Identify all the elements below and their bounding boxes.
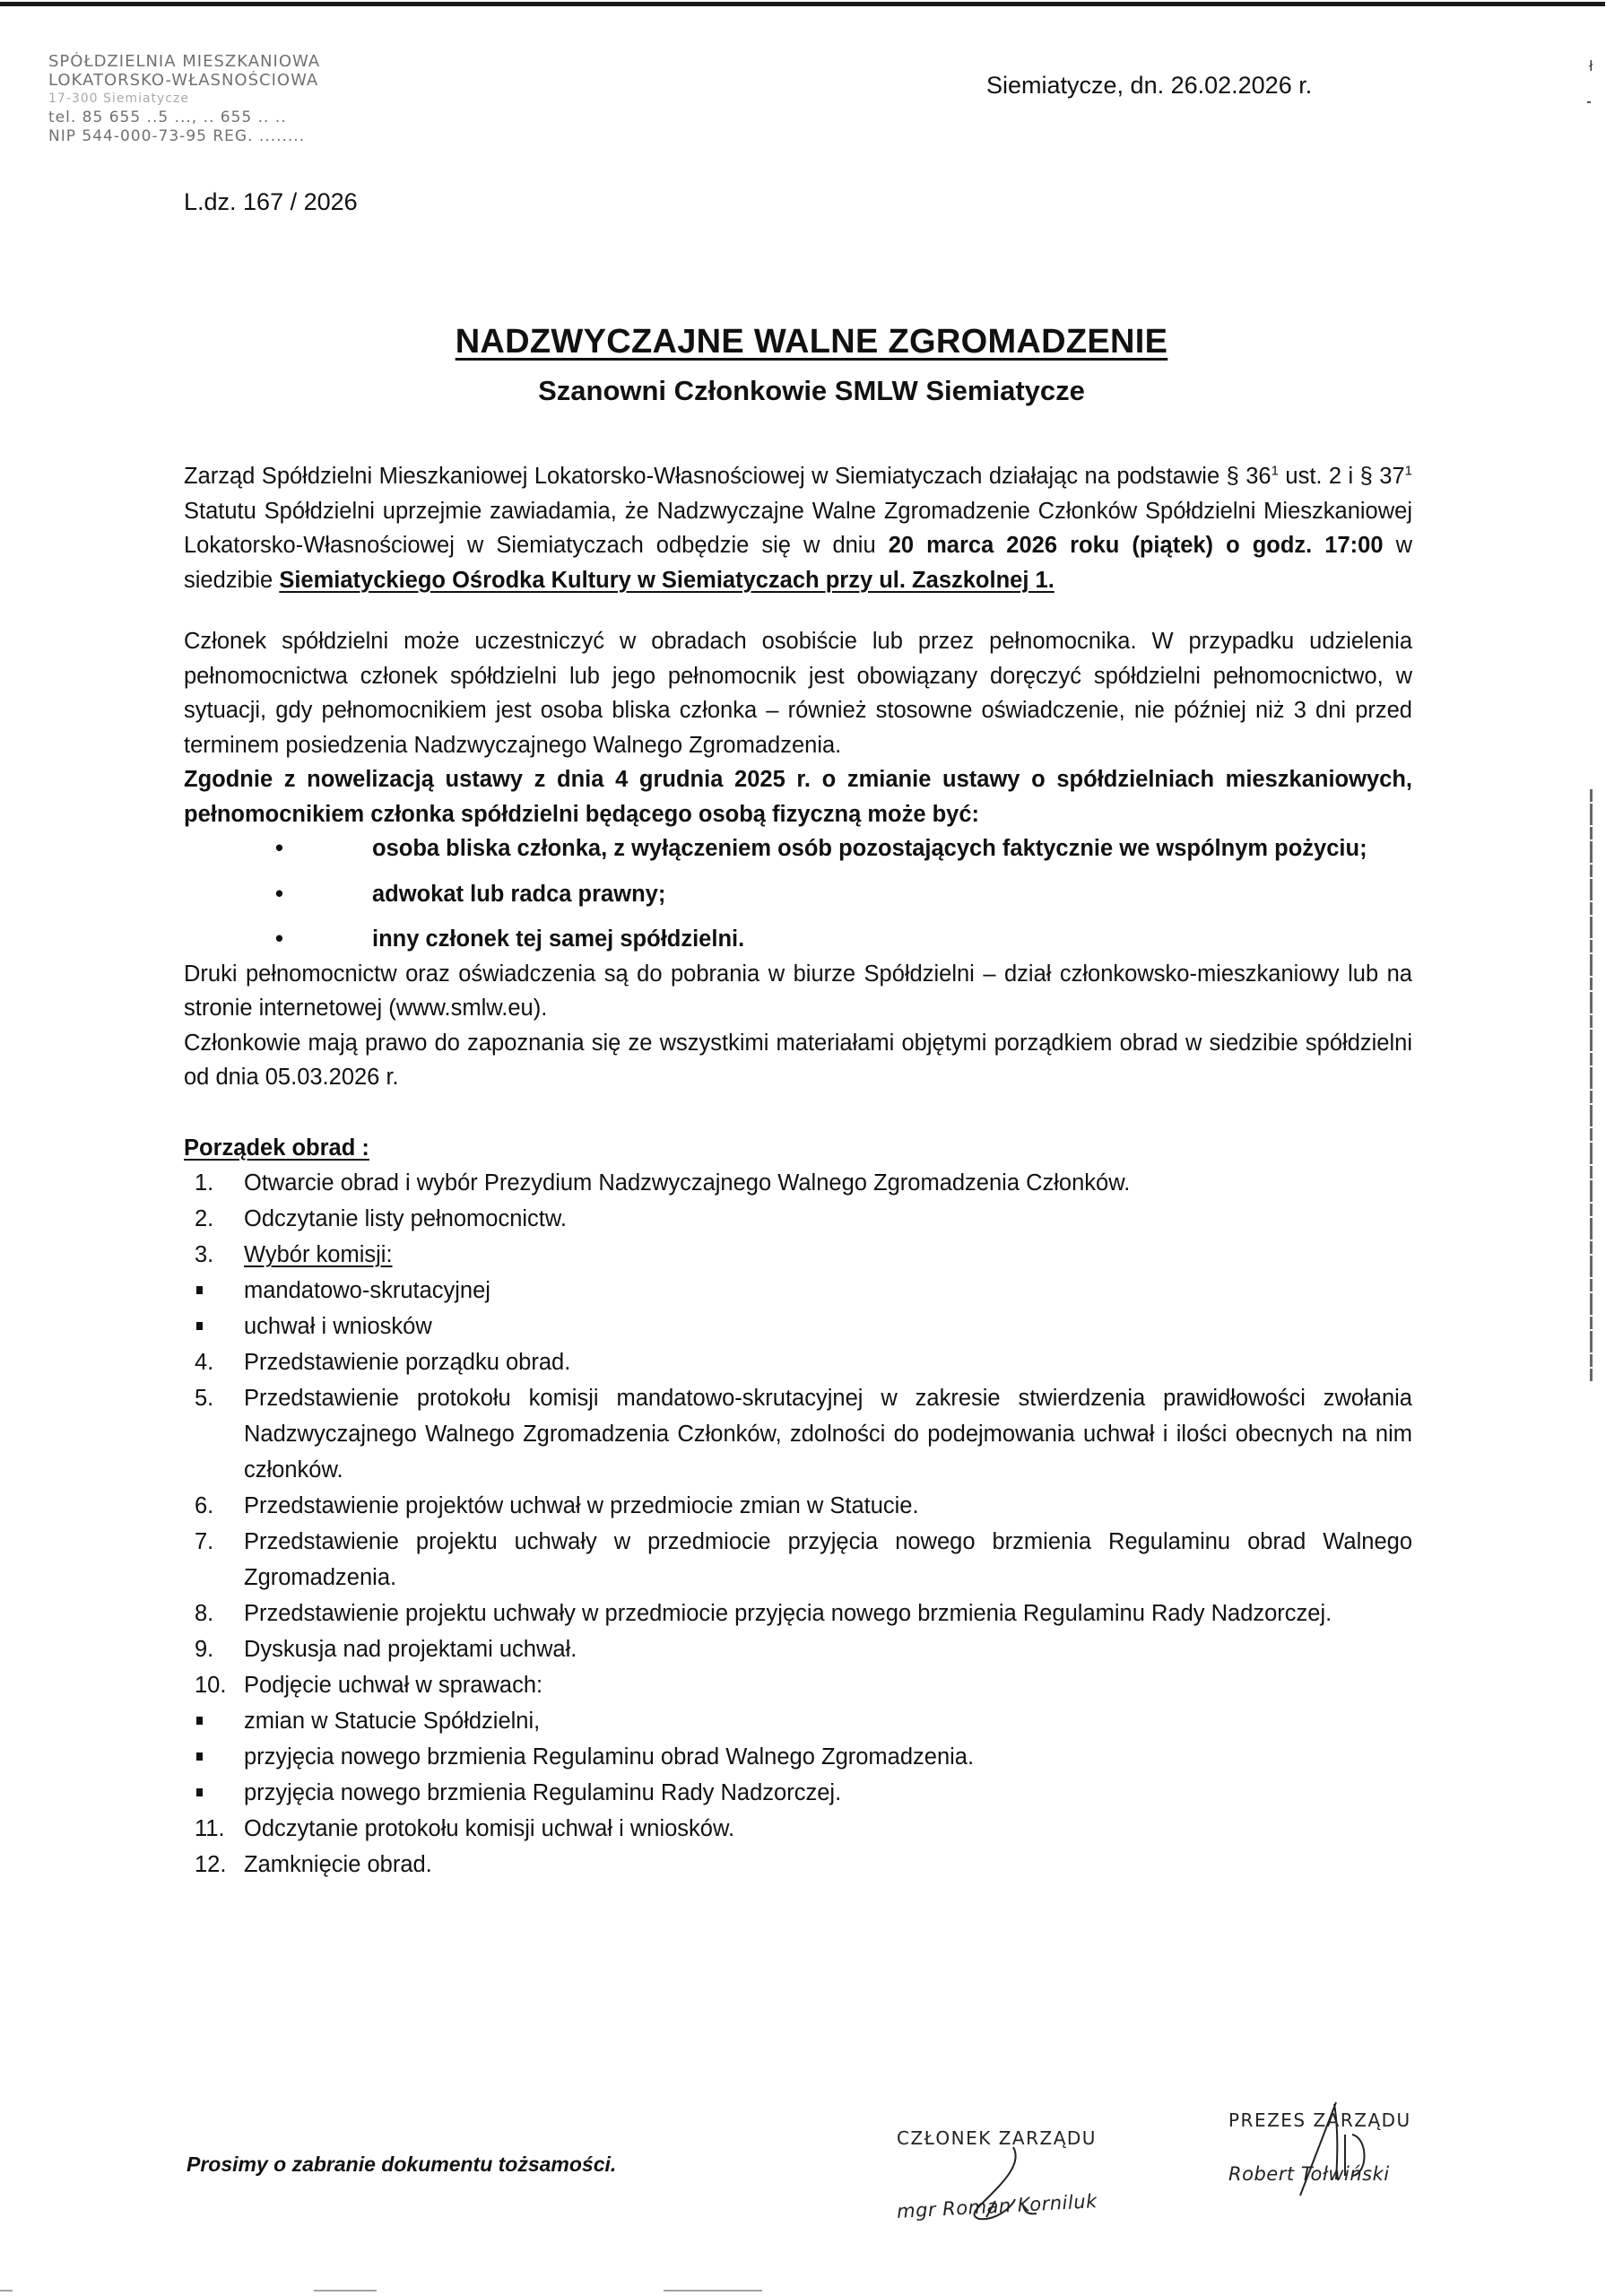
agenda-item-number: 5. (195, 1386, 214, 1411)
agenda-item (184, 1847, 1412, 1883)
signature-role: PREZES ZARZĄDU (1228, 2109, 1411, 2131)
scan-speckle (1587, 101, 1591, 103)
list-item-text: osoba bliska członka, z wyłączeniem osób pozostających faktycznie we wspólnym pożyciu; (372, 836, 1367, 861)
letterhead-stamp (48, 52, 407, 146)
superscript: 1 (1271, 463, 1279, 479)
stamp-line: LOKATORSKO-WŁASNOŚCIOWA (48, 71, 319, 90)
intro-text: Zarząd Spółdzielni Mieszkaniowej Lokatorsko-Własnościowej w Siemiatyczach działając na podstawie § 36 (184, 464, 1271, 489)
intro-paragraph (184, 459, 1412, 597)
square-bullet-icon (196, 1788, 203, 1796)
bullet-icon: • (275, 881, 283, 907)
agenda-item (184, 1380, 1412, 1488)
agenda-item-text: Odczytanie protokołu komisji uchwał i wniosków. (244, 1816, 735, 1841)
signature-president (1228, 2109, 1411, 2185)
document-title: NADZWYCZAJNE WALNE ZGROMADZENIE (455, 323, 1168, 361)
agenda-item (184, 1201, 1412, 1237)
agenda-subitem (184, 1703, 1412, 1739)
signature-role: CZŁONEK ZARZĄDU (897, 2127, 1097, 2149)
list-item (184, 922, 1412, 957)
agenda-title: Porządek obrad : (184, 1135, 369, 1161)
agenda-item-number: 10. (195, 1673, 227, 1698)
signature-name: Robert Tołwiński (1228, 2163, 1390, 2185)
agenda-subitem (184, 1739, 1412, 1775)
document-title-wrapper (0, 323, 1623, 361)
agenda-item (184, 1344, 1412, 1380)
agenda-item-text: Przedstawienie porządku obrad. (244, 1350, 571, 1375)
square-bullet-icon (196, 1752, 203, 1761)
agenda-item-text: Dyskusja nad projektami uchwał. (244, 1637, 577, 1662)
forms-info-paragraph: Druki pełnomocnictw oraz oświadczenia są do pobrania w biurze Spółdzielni – dział członkowsko-mieszkaniowy lub na stronie internetowej (www.smlw.eu). (184, 961, 1412, 1021)
intro-text: ust. 2 i § 37 (1278, 464, 1405, 489)
agenda-item (184, 1237, 1412, 1273)
list-item-text: adwokat lub radca prawny; (372, 881, 666, 907)
signature-name: mgr Roman Korniluk (896, 2190, 1098, 2222)
agenda-item (184, 1667, 1412, 1703)
list-item (184, 831, 1412, 866)
agenda-item-text: Podjęcie uchwał w sprawach: (244, 1673, 543, 1698)
square-bullet-icon (196, 1322, 203, 1330)
stamp-line: NIP 544-000-73-95 REG. ........ (48, 127, 306, 145)
scan-margin-line (1590, 789, 1593, 1381)
agenda-item-text: Przedstawienie projektu uchwały w przedmiocie przyjęcia nowego brzmienia Regulaminu obrad Walnego Zgromadzenia. (244, 1529, 1412, 1590)
intro-text: w siedzibie (184, 533, 1412, 593)
agenda-item (184, 1524, 1412, 1596)
agenda-item (184, 1631, 1412, 1667)
stamp-line: 17-300 Siemiatycze (48, 91, 189, 106)
agenda-item-number: 9. (195, 1637, 214, 1662)
scan-speckle (0, 2290, 13, 2292)
id-document-note: Prosimy o zabranie dokumentu tożsamości. (187, 2152, 617, 2176)
meeting-date-time: 20 marca 2026 roku (piątek) o godz. 17:00 (888, 533, 1384, 558)
list-item (184, 877, 1412, 912)
agenda-item-text: Wybór komisji: (244, 1242, 393, 1267)
agenda-item-number: 11. (195, 1816, 225, 1841)
agenda-item-text: Otwarcie obrad i wybór Prezydium Nadzwyczajnego Walnego Zgromadzenia Członków. (244, 1170, 1131, 1196)
agenda-item-number: 8. (195, 1601, 214, 1626)
agenda-item (184, 1596, 1412, 1631)
scan-speckle (314, 2290, 377, 2292)
bullet-icon: • (275, 836, 283, 861)
agenda-item-text: Przedstawienie protokołu komisji mandatowo-skrutacyjnej w zakresie stwierdzenia prawidłowości zwołania Nadzwyczajnego Walnego Zgromadzenia Członków, zdolności do podejmowania uchwał i ilości obecnych na nim członków. (244, 1386, 1412, 1483)
scan-margin-mark: ł (1589, 57, 1593, 74)
agenda-subitem (184, 1775, 1412, 1811)
top-border-rule (0, 2, 1605, 6)
agenda-item-text: Przedstawienie projektów uchwał w przedmiocie zmian w Statucie. (244, 1493, 919, 1518)
agenda-subitem (184, 1273, 1412, 1309)
agenda-item-text: Zamknięcie obrad. (244, 1852, 432, 1877)
agenda-item-number: 6. (195, 1493, 214, 1518)
agenda-item-text: mandatowo-skrutacyjnej (244, 1278, 490, 1303)
intro-text: Statutu Spółdzielni uprzejmie zawiadamia, że Nadzwyczajne Walne Zgromadzenie Członków Spółdzielni Mieszkaniowej Lokatorsko-Własnościowej w Siemiatyczach odbędzie się w dniu (184, 498, 1412, 558)
agenda-item (184, 1165, 1412, 1201)
amendment-paragraph: Zgodnie z nowelizacją ustawy z dnia 4 grudnia 2025 r. o zmianie ustawy o spółdzielniach mieszkaniowych, pełnomocnikiem członka spółdzielni będącego osobą fizyczną może być: (184, 767, 1412, 827)
agenda-item-number: 7. (195, 1529, 214, 1554)
square-bullet-icon (196, 1717, 203, 1725)
agenda-item-number: 4. (195, 1350, 214, 1375)
agenda-item-number: 2. (195, 1206, 214, 1231)
agenda-item-number: 1. (195, 1170, 214, 1196)
proxy-paragraph: Członek spółdzielni może uczestniczyć w obradach osobiście lub przez pełnomocnika. W przypadku udzielenia pełnomocnictwa członek spółdzielni lub jego pełnomocnik jest obowiązany doręczyć spółdzielni pełnomocnictwo, w sytuacji, gdy pełnomocnikiem jest osoba bliska członka – również stosowne oświadczenie, nie później niż 3 dni przed terminem posiedzenia Nadzwyczajnego Walnego Zgromadzenia. (184, 629, 1412, 758)
agenda-item (184, 1811, 1412, 1847)
superscript: 1 (1404, 463, 1413, 479)
agenda-item-text: Przedstawienie projektu uchwały w przedmiocie przyjęcia nowego brzmienia Regulaminu Rady Nadzorczej. (244, 1601, 1332, 1626)
bullet-icon: • (275, 926, 283, 952)
stamp-line: SPÓŁDZIELNIA MIESZKANIOWA (48, 52, 321, 71)
agenda-item-text: przyjęcia nowego brzmienia Regulaminu Rady Nadzorczej. (244, 1780, 842, 1805)
reference-number: L.dz. 167 / 2026 (184, 188, 358, 215)
stamp-line: tel. 85 655 ..5 ..., .. 655 .. .. (48, 109, 287, 126)
list-item-text: inny członek tej samej spółdzielni. (372, 926, 745, 952)
spacer (184, 597, 1412, 624)
square-bullet-icon (196, 1286, 203, 1294)
agenda-item-text: Odczytanie listy pełnomocnictw. (244, 1206, 567, 1231)
agenda-item-text: przyjęcia nowego brzmienia Regulaminu obrad Walnego Zgromadzenia. (244, 1744, 975, 1770)
agenda-item-text: uchwał i wniosków (244, 1314, 432, 1339)
document-subtitle: Szanowni Członkowie SMLW Siemiatycze (538, 375, 1085, 406)
spacer (184, 1095, 1412, 1131)
agenda-item-text: zmian w Statucie Spółdzielni, (244, 1709, 541, 1734)
place-and-date: Siemiatycze, dn. 26.02.2026 r. (986, 72, 1313, 99)
allowed-proxies-list (184, 831, 1412, 957)
agenda-item-number: 12. (195, 1852, 227, 1877)
agenda-item-number: 3. (195, 1242, 214, 1267)
materials-info-paragraph: Członkowie mają prawo do zapoznania się ze wszystkimi materiałami objętymi porządkiem obrad w siedzibie spółdzielni od dnia 05.03.2026 r. (184, 1030, 1412, 1090)
meeting-venue: Siemiatyckiego Ośrodka Kultury w Siemiatyczach przy ul. Zaszkolnej 1. (279, 567, 1055, 593)
agenda-item (184, 1488, 1412, 1524)
agenda-list (184, 1165, 1412, 1883)
signature-board-member (896, 2127, 1098, 2222)
scan-speckle (664, 2290, 762, 2292)
document-body (184, 459, 1412, 1883)
agenda-subitem (184, 1309, 1412, 1344)
